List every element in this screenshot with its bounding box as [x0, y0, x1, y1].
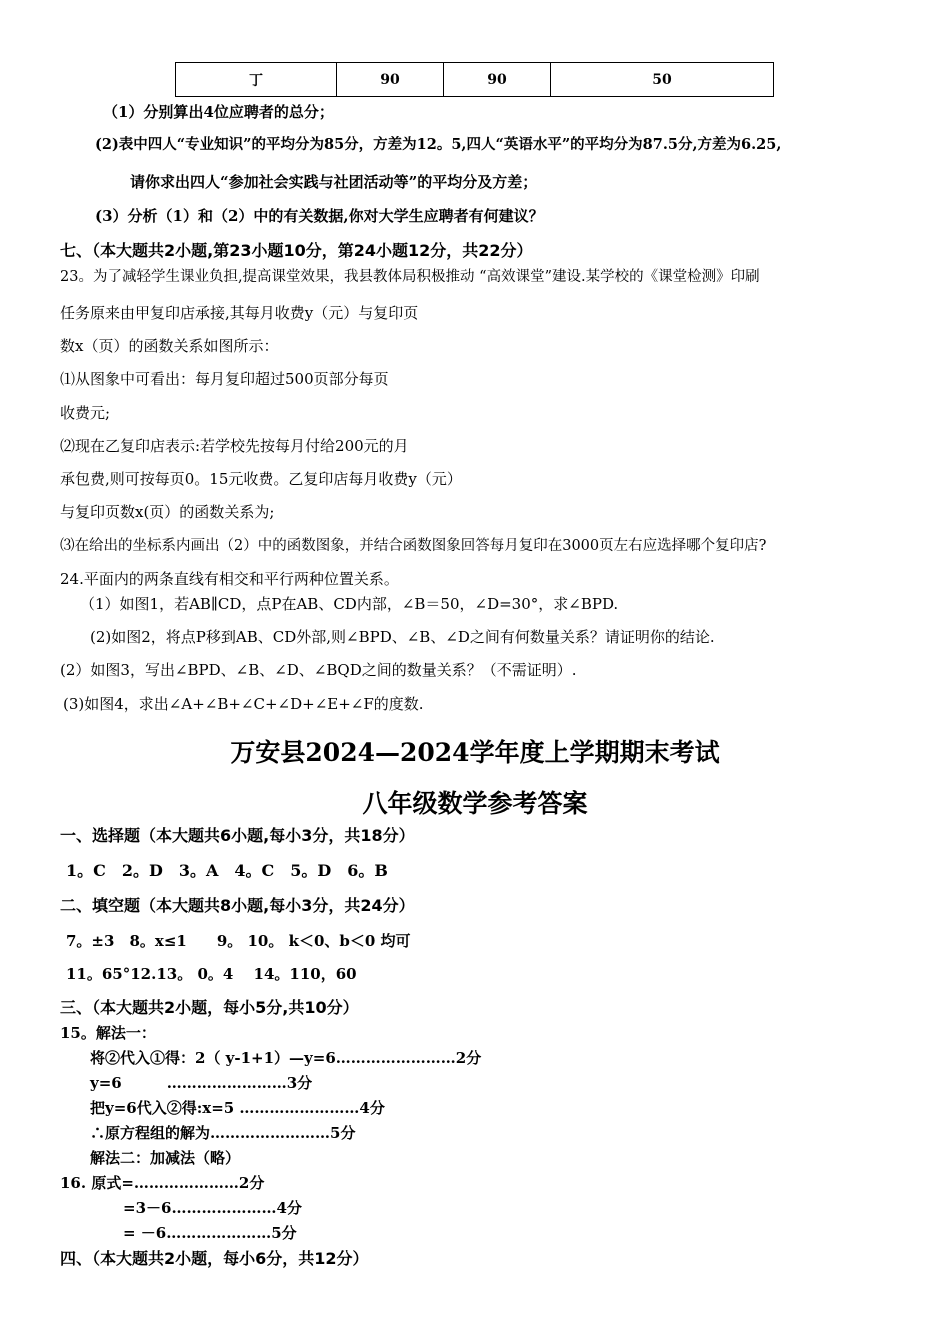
q23-line: 收费元; [60, 404, 111, 422]
section-1-heading: 一、选择题（本大题共6小题,每小3分，共18分） [60, 826, 415, 845]
q24-line: (3)如图4，求出∠A+∠B+∠C+∠D+∠E+∠F的度数. [63, 695, 424, 713]
q15-line: 解法二：加减法（略） [90, 1149, 241, 1167]
q23-line: ⑶在给出的坐标系内画出（2）中的函数图象，并结合函数图象回答每月复印在3000页左右应选择哪个复印店? [60, 538, 767, 554]
q23-line: 承包费,则可按每页0。15元收费。乙复印店每月收费y（元） [60, 470, 462, 488]
q23-line: 与复印页数x(页）的函数关系为; [60, 503, 275, 521]
q15-line: y=6 ……………………3分 [90, 1074, 313, 1092]
section-2-answers: 7。±3 8。x≤1 9。 10。 k＜0、b＜0 均可 [66, 932, 411, 950]
section-3-heading: 三、（本大题共2小题，每小5分,共10分） [60, 998, 359, 1017]
q23-line: ⑴从图象中可看出：每月复印超过500页部分每页 [60, 370, 389, 388]
q16-line: =3－6…………………4分 [123, 1199, 302, 1217]
q23-line: 任务原来由甲复印店承接,其每月收费y（元）与复印页 [60, 304, 419, 322]
score-table [175, 62, 774, 97]
q15-line: 15。解法一： [60, 1024, 156, 1042]
table-cell-score3: 50 [551, 63, 774, 97]
section-4-heading: 四、（本大题共2小题，每小6分，共12分） [60, 1249, 369, 1268]
q15-line: 将②代入①得：2（ y-1+1）—y=6……………………2分 [90, 1049, 482, 1067]
section-1-answers: 1。C 2。D 3。A 4。C 5。D 6。B [66, 861, 388, 880]
q24-line: 24.平面内的两条直线有相交和平行两种位置关系。 [60, 570, 399, 588]
q24-line: (2）如图3，写出∠BPD、∠B、∠D、∠BQD之间的数量关系？（不需证明）. [60, 661, 577, 679]
section-2-answers: 11。65°12.13。 0。4 14。110，60 [66, 965, 357, 983]
answer-title: 万安县2024—2024学年度上学期期末考试 [230, 738, 720, 767]
q15-line: 把y=6代入②得:x=5 ……………………4分 [90, 1099, 385, 1117]
q23-line: 数x（页）的函数关系如图所示： [60, 337, 279, 355]
q22-part2a: (2)表中四人“专业知识”的平均分为85分，方差为12。5,四人“英语水平”的平均分为87.5分,方差为6.25, [95, 136, 782, 153]
table-row [176, 63, 774, 97]
q16-line: 16. 原式=…………………2分 [60, 1174, 265, 1192]
table-cell-score2: 90 [444, 63, 551, 97]
q24-line: （1）如图1，若AB∥CD，点P在AB、CD内部，∠B＝50，∠D=30°，求∠BPD. [80, 595, 619, 613]
q23-line: 23。为了减轻学生课业负担,提高课堂效果，我县教体局积极推动 “高效课堂”建设.某学校的《课堂检测》印刷 [60, 269, 760, 285]
q22-part3: (3）分析（1）和（2）中的有关数据,你对大学生应聘者有何建议？ [95, 207, 544, 225]
table-cell-score1: 90 [337, 63, 444, 97]
answer-subtitle: 八年级数学参考答案 [362, 789, 588, 818]
q22-part2b: 请你求出四人“参加社会实践与社团活动等”的平均分及方差； [130, 173, 538, 191]
q24-line: (2)如图2，将点P移到AB、CD外部,则∠BPD、∠B、∠D之间有何数量关系？请证明你的结论. [90, 628, 715, 646]
q23-line: ⑵现在乙复印店表示:若学校先按每月付给200元的月 [60, 437, 409, 455]
section-2-heading: 二、填空题（本大题共8小题,每小3分，共24分） [60, 896, 415, 915]
q15-line: ∴原方程组的解为……………………5分 [90, 1124, 356, 1142]
table-cell-name: 丁 [176, 63, 337, 97]
q16-line: = －6…………………5分 [123, 1224, 297, 1242]
q22-part1: （1）分别算出4位应聘者的总分； [103, 103, 334, 121]
section-7-heading: 七、（本大题共2小题,第23小题10分，第24小题12分，共22分） [60, 241, 533, 260]
